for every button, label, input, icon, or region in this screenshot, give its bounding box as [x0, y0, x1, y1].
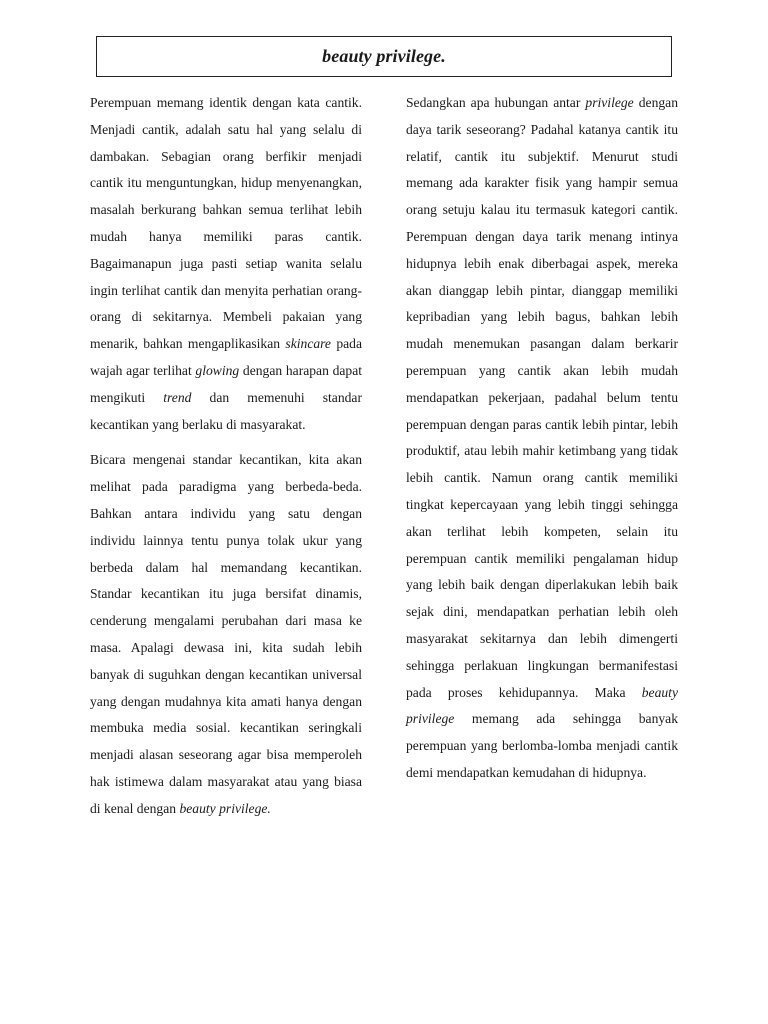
text-run: Bicara mengenai standar kecantikan, kita akan melihat pada paradigma yang berbeda-beda. Bahkan antara individu yang satu dengan individu lainnya tentu punya tolak ukur yang berbeda dalam hal memandang kecantikan. Standar kecantikan itu juga bersifat dinamis, cenderung mengalami perubahan dari masa ke masa. Apalagi dewasa ini, kita sudah lebih banyak di suguhkan dengan kecantikan universal yang dengan mudahnya kita amati hanya dengan membuka media sosial. kecantikan seringkali menjadi alasan seseorang agar bisa memperoleh hak istimewa dalam masyarakat atau yang biasa di kenal dengan	[90, 452, 362, 816]
left-column	[90, 90, 362, 823]
page-title: beauty privilege.	[322, 46, 446, 66]
text-run: Perempuan memang identik dengan kata cantik. Menjadi cantik, adalah satu hal yang selalu di dambakan. Sebagian orang berfikir menjadi cantik itu menguntungkan, hidup menyenangkan, masalah berkurang bahkan semua terlihat lebih mudah hanya memiliki paras cantik. Bagaimanapun juga pasti setiap wanita selalu ingin terlihat cantik dan menyita perhatian orang-orang di sekitarnya. Membeli pakaian yang menarik, bahkan mengaplikasikan	[90, 95, 362, 352]
italic-term: beauty privilege	[406, 684, 678, 727]
text-run: pada wajah agar terlihat	[90, 336, 363, 378]
italic-term: trend	[163, 389, 192, 405]
text-run: dan memenuhi standar kecantikan yang berlaku di masyarakat.	[90, 389, 362, 432]
italic-term: beauty privilege.	[179, 800, 271, 816]
title-box	[96, 36, 672, 77]
text-run: dengan harapan dapat mengikuti	[90, 362, 363, 405]
paragraph-beauty-standard	[90, 447, 362, 822]
italic-term: glowing	[195, 362, 240, 378]
italic-term: skincare	[285, 336, 331, 352]
paragraph-privilege	[406, 90, 678, 787]
italic-term: privilege	[585, 95, 634, 110]
right-column	[406, 90, 678, 787]
text-run: Sedangkan apa hubungan antar	[406, 95, 586, 110]
text-run: memang ada sehingga banyak perempuan yang berlomba-lomba menjadi cantik demi mendapatkan kemudahan di hidupnya.	[406, 711, 678, 780]
text-run: dengan daya tarik seseorang? Padahal katanya cantik itu relatif, cantik itu subjektif. Menurut studi memang ada karakter fisik yang hampir semua orang setuju kalau itu termasuk kategori cantik. Perempuan dengan daya tarik menang intinya hidupnya lebih enak diberbagai aspek, mereka akan dianggap lebih pintar, dianggap memiliki kepribadian yang lebih bagus, bahkan lebih mudah menemukan pasangan dalam berkarir perempuan yang cantik akan lebih mudah mendapatkan pekerjaan, padahal belum tentu perempuan dengan paras cantik lebih pintar, lebih produktif, atau lebih mahir ketimbang yang tidak lebih cantik. Namun orang cantik memiliki tingkat kepercayaan yang lebih tinggi sehingga akan terlihat lebih kompeten, selain itu perempuan cantik memiliki pengalaman hidup yang lebih baik dengan diperlakukan lebih baik sejak dini, mendapatkan perhatian lebih oleh masyarakat sekitarnya dan lebih dimengerti sehingga perlakuan lingkungan bermanifestasi pada proses kehidupannya. Maka	[406, 95, 678, 700]
paragraph-intro	[90, 90, 362, 438]
